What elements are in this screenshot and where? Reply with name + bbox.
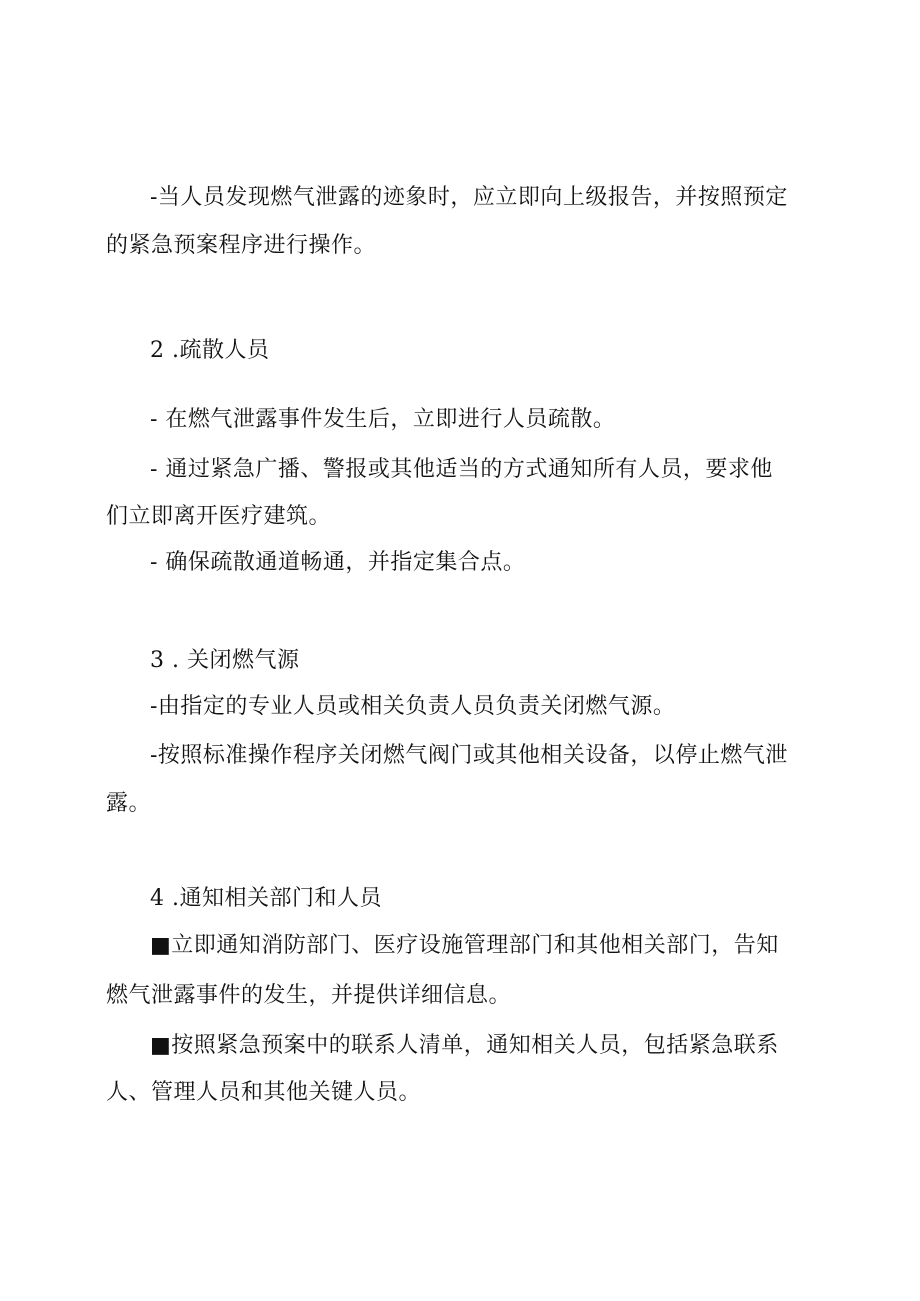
notify-line-3: ■按照紧急预案中的联系人清单，通知相关人员，包括紧急联系 [150,1033,779,1058]
evacuate-line-4: - 确保疏散通道畅通，并指定集合点。 [150,550,526,575]
notify-line-4: 人、管理人员和其他关键人员。 [106,1080,422,1105]
evacuate-line-2: - 通过紧急广播、警报或其他适当的方式通知所有人员，要求他 [150,457,773,482]
notify-line-2: 燃气泄露事件的发生，并提供详细信息。 [106,983,512,1008]
shutoff-line-1: -由指定的专业人员或相关负责人员负责关闭燃气源。 [150,694,676,719]
section-heading-evacuate: 2 .疏散人员 [150,338,270,363]
notify-line-1: ■立即通知消防部门、医疗设施管理部门和其他相关部门，告知 [150,933,779,958]
section-heading-notify: 4 .通知相关部门和人员 [150,886,382,911]
shutoff-line-3: 露。 [106,791,152,816]
evacuate-line-3: 们立即离开医疗建筑。 [106,504,332,529]
shutoff-line-2: -按照标准操作程序关闭燃气阀门或其他相关设备，以停止燃气泄 [150,743,788,768]
evacuate-line-1: - 在燃气泄露事件发生后，立即进行人员疏散。 [150,407,616,432]
intro-line-1: -当人员发现燃气泄露的迹象时，应立即向上级报告，并按照预定 [150,185,788,210]
section-heading-shutoff: 3 . 关闭燃气源 [150,648,300,673]
intro-line-2: 的紧急预案程序进行操作。 [106,233,377,258]
